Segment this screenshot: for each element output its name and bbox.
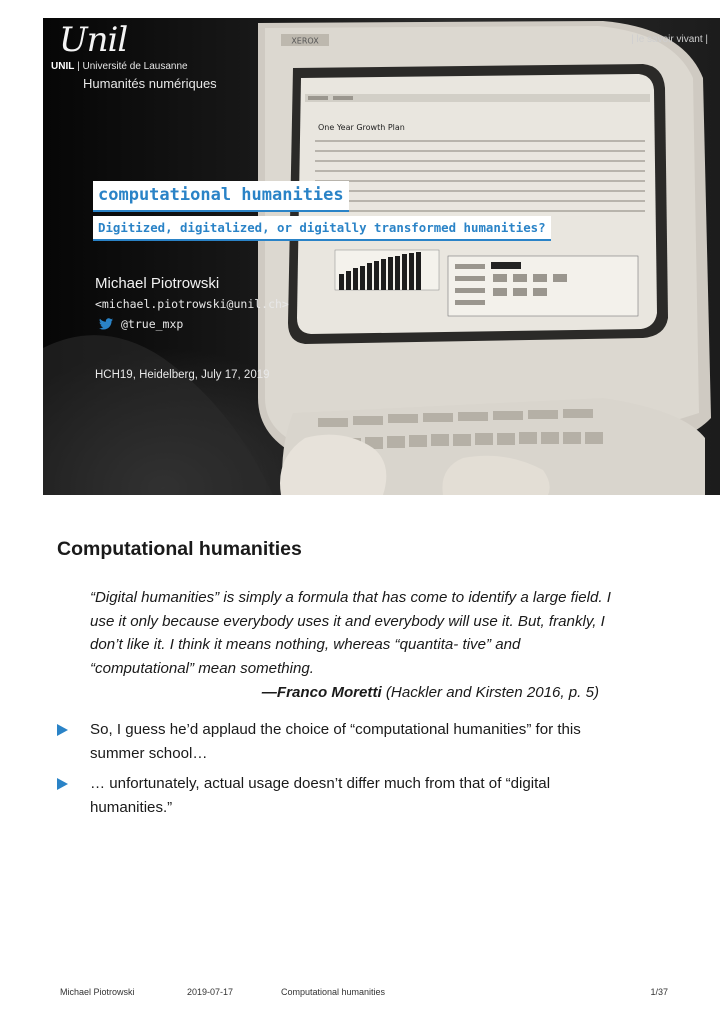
talk-subtitle: Digitized, digitalized, or digitally transformed humanities? [93,216,551,241]
talk-title: computational humanities [93,181,349,212]
bullet-text: … unfortunately, actual usage doesn’t differ much from that of “digital humanities.” [90,775,551,816]
bullet-list [57,718,617,826]
quote-attribution [90,681,599,704]
title-slide [43,18,720,495]
footer-title: Computational humanities [281,987,386,997]
bullet-arrow-icon [57,778,68,790]
twitter-bird-icon [99,318,113,330]
institution-abbr: UNIL [51,61,75,72]
talk-venue-date: HCH19, Heidelberg, July 17, 2019 [95,369,270,381]
attribution-source: (Hackler and Kirsten 2016, p. 5) [385,684,599,701]
institution-separator: | [77,61,83,72]
department-name: Humanités numériques [83,76,217,91]
author-name: Michael Piotrowski [95,275,220,292]
author-email: <michael.piotrowski@unil.ch> [95,297,289,311]
bullet-text: So, I guess he’d applaud the choice of “computational humanities” for this summer school… [90,721,581,762]
bullet-item [57,718,617,766]
bullet-arrow-icon [57,724,68,736]
twitter-handle: @true_mxp [121,317,184,331]
bullet-item [57,772,617,820]
xerox-brand-label: XEROX [291,36,319,46]
unil-motto: | le savoir vivant | [631,34,708,45]
footer-author: Michael Piotrowski [60,987,135,997]
moretti-quote: “Digital humanities” is simply a formula that has come to identify a large field. I use it only because everybody uses it and everybody will use it. But, frankly, I don’t like it. I think it means nothing, whereas “quantita- tive” and “computational” mean something. [90,589,611,677]
slide-title: Computational humanities [57,538,302,560]
screen-spreadsheet-heading: One Year Growth Plan [318,123,405,132]
twitter-handle-row [99,317,183,331]
institution-name: Université de Lausanne [82,61,188,72]
attribution-name: —Franco Moretti [261,684,382,701]
unil-logo: Unil [59,20,128,60]
footer-page-number: 1/37 [650,987,668,997]
institution-line [51,61,188,72]
footer-date: 2019-07-17 [187,987,234,997]
